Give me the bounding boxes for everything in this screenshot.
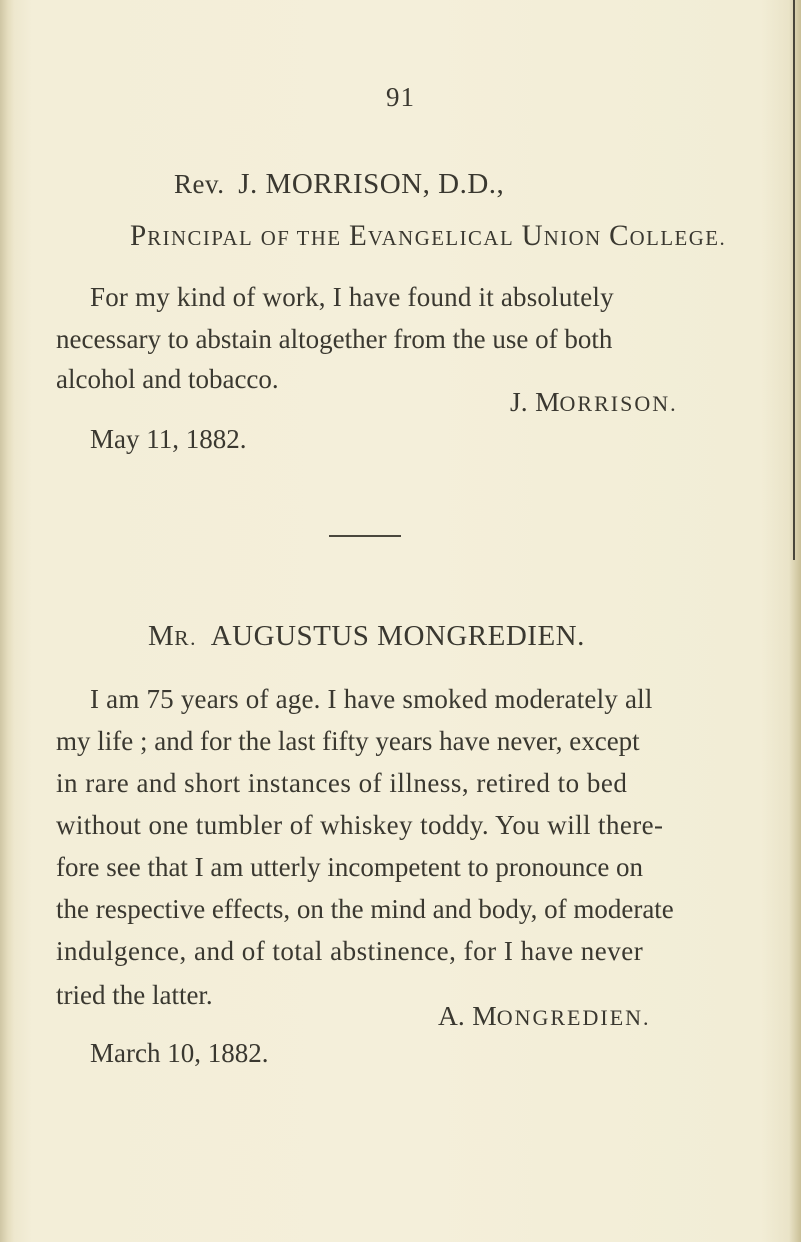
signature-cap: M	[472, 1000, 497, 1031]
signature-initial: J.	[510, 386, 528, 417]
subtitle-word-rest: RINCIPAL	[147, 227, 254, 250]
section1-title-name: J. MORRISON, D.D.,	[238, 168, 505, 200]
page-number: 91	[386, 82, 415, 112]
section2-line-4: without one tumbler of whiskey toddy. You will there-	[56, 810, 664, 840]
section2-line-3: in rare and short instances of illness, retired to bed	[56, 768, 628, 798]
section1-line-2: necessary to abstain altogether from the use of both	[56, 324, 613, 354]
page-left-edge	[0, 0, 14, 1242]
section2-title-prefix-cap: M	[148, 620, 175, 652]
section2-signature	[438, 1000, 651, 1032]
section2-line-7: indulgence, and of total abstinence, for I have never	[56, 936, 644, 966]
subtitle-word: OF THE	[260, 227, 342, 250]
section1-line-3: alcohol and tobacco.	[56, 364, 279, 394]
signature-rest: ORRISON.	[559, 391, 678, 416]
signature-rest: ONGREDIEN.	[496, 1005, 651, 1030]
section2-heading	[148, 620, 585, 653]
section2-title-prefix-rest: R.	[174, 626, 197, 650]
subtitle-word-cap: E	[349, 220, 368, 252]
section1-signature	[510, 386, 678, 418]
section1-date: May 11, 1882.	[90, 424, 247, 454]
section2-line-5: fore see that I am utterly incompetent to pronounce on	[56, 852, 644, 882]
section-divider	[329, 535, 401, 537]
subtitle-word-cap: C	[609, 220, 630, 252]
subtitle-word-rest: OLLEGE.	[629, 227, 727, 250]
subtitle-word-cap: P	[130, 220, 148, 252]
section2-line-1: I am 75 years of age. I have smoked moderately all	[90, 684, 653, 714]
section1-line-1: For my kind of work, I have found it absolutely	[90, 282, 614, 312]
section1-subtitle	[130, 220, 726, 253]
section1-heading	[174, 168, 504, 201]
subtitle-word-rest: VANGELICAL	[367, 227, 515, 250]
page-right-edge	[789, 0, 801, 1242]
section2-line-6: the respective effects, on the mind and body, of moderate	[56, 894, 674, 924]
section2-date: March 10, 1882.	[90, 1038, 269, 1068]
section2-line-8: tried the latter.	[56, 980, 213, 1010]
signature-initial: A.	[438, 1000, 465, 1031]
subtitle-word-rest: NION	[543, 227, 602, 250]
signature-cap: M	[535, 386, 560, 417]
page-binding-shadow	[793, 0, 795, 560]
section1-title-prefix: Rev.	[174, 169, 225, 199]
subtitle-word-cap: U	[521, 220, 544, 252]
section2-line-2: my life ; and for the last fifty years have never, except	[56, 726, 640, 756]
section2-title-name: AUGUSTUS MONGREDIEN.	[210, 620, 585, 652]
